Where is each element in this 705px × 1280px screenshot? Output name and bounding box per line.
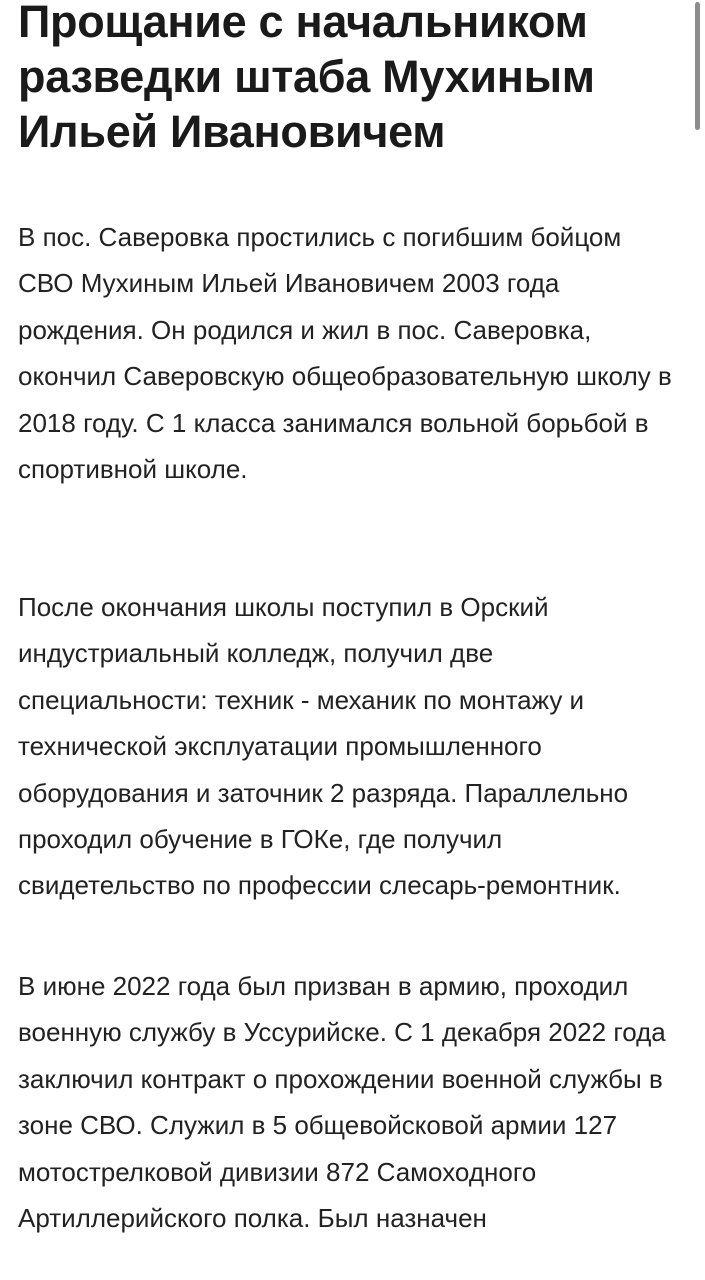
article-paragraph-1: В пос. Саверовка простились с погибшим бойцом СВО Мухиным Ильей Ивановичем 2003 года рождения. Он родился и жил в пос. Саверовка, окончил Саверовскую общеобразовательную школу в 2018 году. С 1 класса занимался вольной борьбой в спортивной школе. (18, 222, 672, 485)
article-paragraph-3: В июне 2022 года был призван в армию, проходил военную службу в Уссурийске. С 1 декабря 2022 года заключил контракт о прохождении военной службы в зоне СВО. Служил в 5 общевойсковой армии 127 мотострелковой дивизии 872 Самоходного Артиллерийского полка. Был назначен (18, 971, 666, 1234)
vertical-scrollbar[interactable] (695, 2, 700, 130)
article-paragraph-2: После окончания школы поступил в Орский индустриальный колледж, получил две специальности: техник - механик по монтажу и технической эксплуатации промышленного оборудования и заточник 2 разряда. Параллельно проходил обучение в ГОКе, где получил свидетельство по профессии слесарь-ремонтник. (18, 592, 629, 901)
article-title: Прощание с начальником разведки штаба Мухиным Ильей Ивановичем (18, 0, 595, 157)
